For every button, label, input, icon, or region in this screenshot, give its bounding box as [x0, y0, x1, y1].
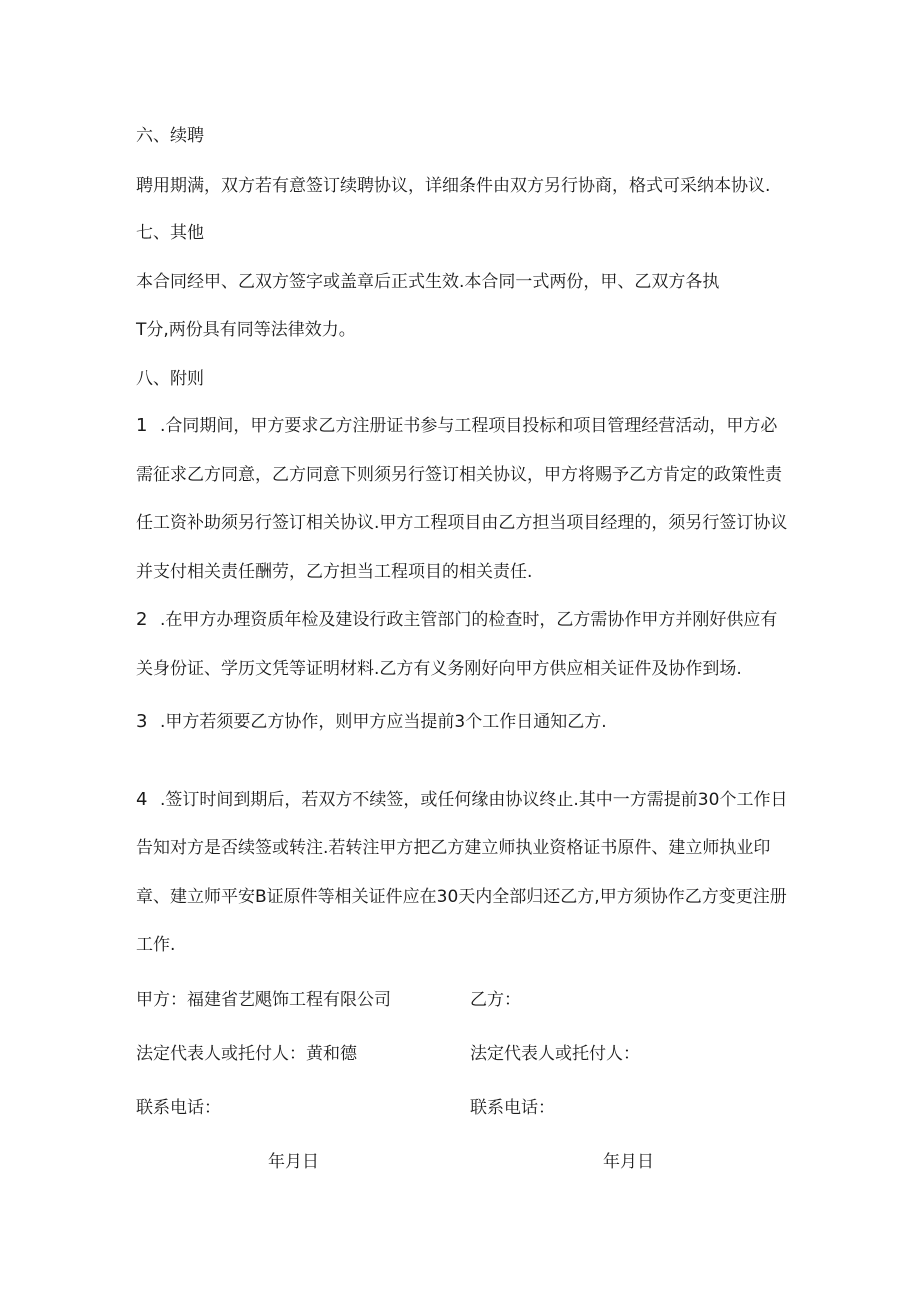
- clause-1-line-4: 并支付相关责任酬劳，乙方担当工程项目的相关责任.: [136, 562, 533, 582]
- section-7-text-line-2: T分,两份具有同等法律效力。: [136, 320, 356, 340]
- section-6-heading: 六、续聘: [136, 126, 204, 146]
- clause-2-number: 2: [136, 609, 148, 630]
- party-b-representative: 法定代表人或托付人：: [470, 1044, 640, 1064]
- party-a-representative: 法定代表人或托付人：黄和德: [136, 1044, 357, 1064]
- section-8-heading: 八、附则: [136, 369, 204, 389]
- clause-4-number: 4: [136, 789, 148, 810]
- party-b-label: 乙方：: [470, 990, 521, 1010]
- party-a-phone: 联系电话：: [136, 1098, 221, 1118]
- section-6-text: 聘用期满，双方若有意签订续聘协议，详细条件由双方另行协商，格式可采纳本协议.: [136, 176, 771, 196]
- clause-4-line-1: 4 .签订时间到期后，若双方不续签，或任何缘由协议终止.其中一方需提前30个工作日: [136, 789, 788, 810]
- clause-3-line-1: 3 .甲方若须要乙方协作，则甲方应当提前3个工作日通知乙方.: [136, 711, 607, 732]
- clause-2-line-1: 2 .在甲方办理资质年检及建设行政主管部门的检查时，乙方需协作甲方并刚好供应有: [136, 609, 778, 630]
- clause-4-line-3: 章、建立师平安B证原件等相关证件应在30天内全部归还乙方,甲方须协作乙方变更注册: [136, 887, 787, 907]
- clause-2-line-2: 关身份证、学历文凭等证明材料.乙方有义务刚好向甲方供应相关证件及协作到场.: [136, 659, 742, 679]
- section-7-heading: 七、其他: [136, 223, 204, 243]
- clause-3-number: 3: [136, 711, 148, 732]
- clause-4-line-2: 告知对方是否续签或转注.若转注甲方把乙方建立师执业资格证书原件、建立师执业印: [136, 838, 771, 858]
- party-a-label: 甲方：福建省艺飓饰工程有限公司: [136, 990, 391, 1010]
- section-7-text-line-1: 本合同经甲、乙双方签字或盖章后正式生效.本合同一式两份，甲、乙双方各执: [136, 272, 720, 292]
- clause-1-line-3: 任工资补助须另行签订相关协议.甲方工程项目由乙方担当项目经理的，须另行签订协议: [136, 513, 788, 533]
- clause-1-number: 1: [136, 415, 148, 436]
- party-a-date: 年月日: [268, 1152, 319, 1172]
- clause-4-line-4: 工作.: [136, 935, 176, 955]
- party-b-phone: 联系电话：: [470, 1098, 555, 1118]
- party-b-date: 年月日: [603, 1152, 654, 1172]
- clause-1-line-2: 需征求乙方同意，乙方同意下则须另行签订相关协议，甲方将赐予乙方肯定的政策性责: [136, 465, 782, 485]
- clause-1-line-1: 1 .合同期间，甲方要求乙方注册证书参与工程项目投标和项目管理经营活动，甲方必: [136, 415, 778, 436]
